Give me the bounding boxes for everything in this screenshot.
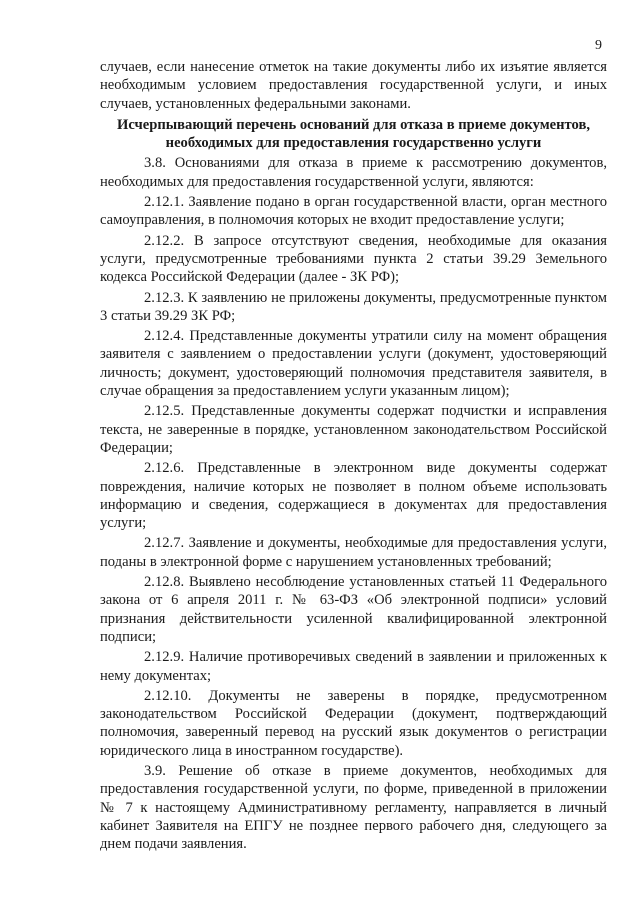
document-body [100,58,607,855]
paragraph-continuation: случаев, если нанесение отметок на такие документы либо их изъятие является необходимым условием предоставления государственной услуги, и иных случаев, установленных федеральными законами. [100,59,607,112]
paragraph-2-12-1: 2.12.1. Заявление подано в орган государственной власти, орган местного самоуправления, в полномочия которых не входит предоставление услуги; [100,194,607,229]
paragraph-2-12-5: 2.12.5. Представленные документы содержат подчистки и исправления текста, не заверенные в порядке, установленном законодательством Российской Федерации; [100,403,607,456]
paragraph-2-12-10: 2.12.10. Документы не заверены в порядке, предусмотренном законодательством Российской Федерации (документ, подтверждающий полномочия, заверенный перевод на русский язык документов о регистрации юридического лица в иностранном государстве). [100,687,607,759]
paragraph-2-12-9: 2.12.9. Наличие противоречивых сведений в заявлении и приложенных к нему документах; [100,649,607,684]
section-heading: Исчерпывающий перечень оснований для отказа в приеме документов, необходимых для предоставления государственно услуги [117,116,590,152]
paragraph-2-12-6: 2.12.6. Представленные в электронном виде документы содержат повреждения, наличие которых не позволяет в полном объеме использовать информацию и сведения, содержащиеся в документах для предоставления услуги; [100,460,607,532]
page-number: 9 [595,38,602,53]
paragraph-2-12-2: 2.12.2. В запросе отсутствуют сведения, необходимые для оказания услуги, предусмотренные требованиями пункта 2 статьи 39.29 Земельного кодекса Российской Федерации (далее - ЗК РФ); [100,232,607,286]
paragraph-2-12-7: 2.12.7. Заявление и документы, необходимые для предоставления услуги, поданы в электронной форме с нарушением установленных требований; [100,535,607,570]
paragraph-2-12-3: 2.12.3. К заявлению не приложены документы, предусмотренные пунктом 3 статьи 39.29 ЗК РФ; [100,289,607,324]
paragraph-2-12-4: 2.12.4. Представленные документы утратили силу на момент обращения заявителя с заявлением о предоставлении услуги (документ, удостоверяющий личность; документ, удостоверяющий полномочия представителя заявителя, в случае обращения за предоставлением услуги указанным лицом); [100,328,607,400]
paragraph-3-8: 3.8. Основаниями для отказа в приеме к рассмотрению документов, необходимых для предоставления государственной услуги, являются: [100,155,607,190]
paragraph-2-12-8: 2.12.8. Выявлено несоблюдение установленных статьей 11 Федерального закона от 6 апреля 2011 г. № 63-ФЗ «Об электронной подписи» условий признания действительности усиленной квалифицированной электронной подписи; [100,574,607,645]
paragraph-3-9: 3.9. Решение об отказе в приеме документов, необходимых для предоставления государственной услуги, по форме, приведенной в приложении № 7 к настоящему Административному регламенту, направляется в личный кабинет Заявителя на ЕПГУ не позднее первого рабочего дня, следующего за днем подачи заявления. [100,762,607,853]
